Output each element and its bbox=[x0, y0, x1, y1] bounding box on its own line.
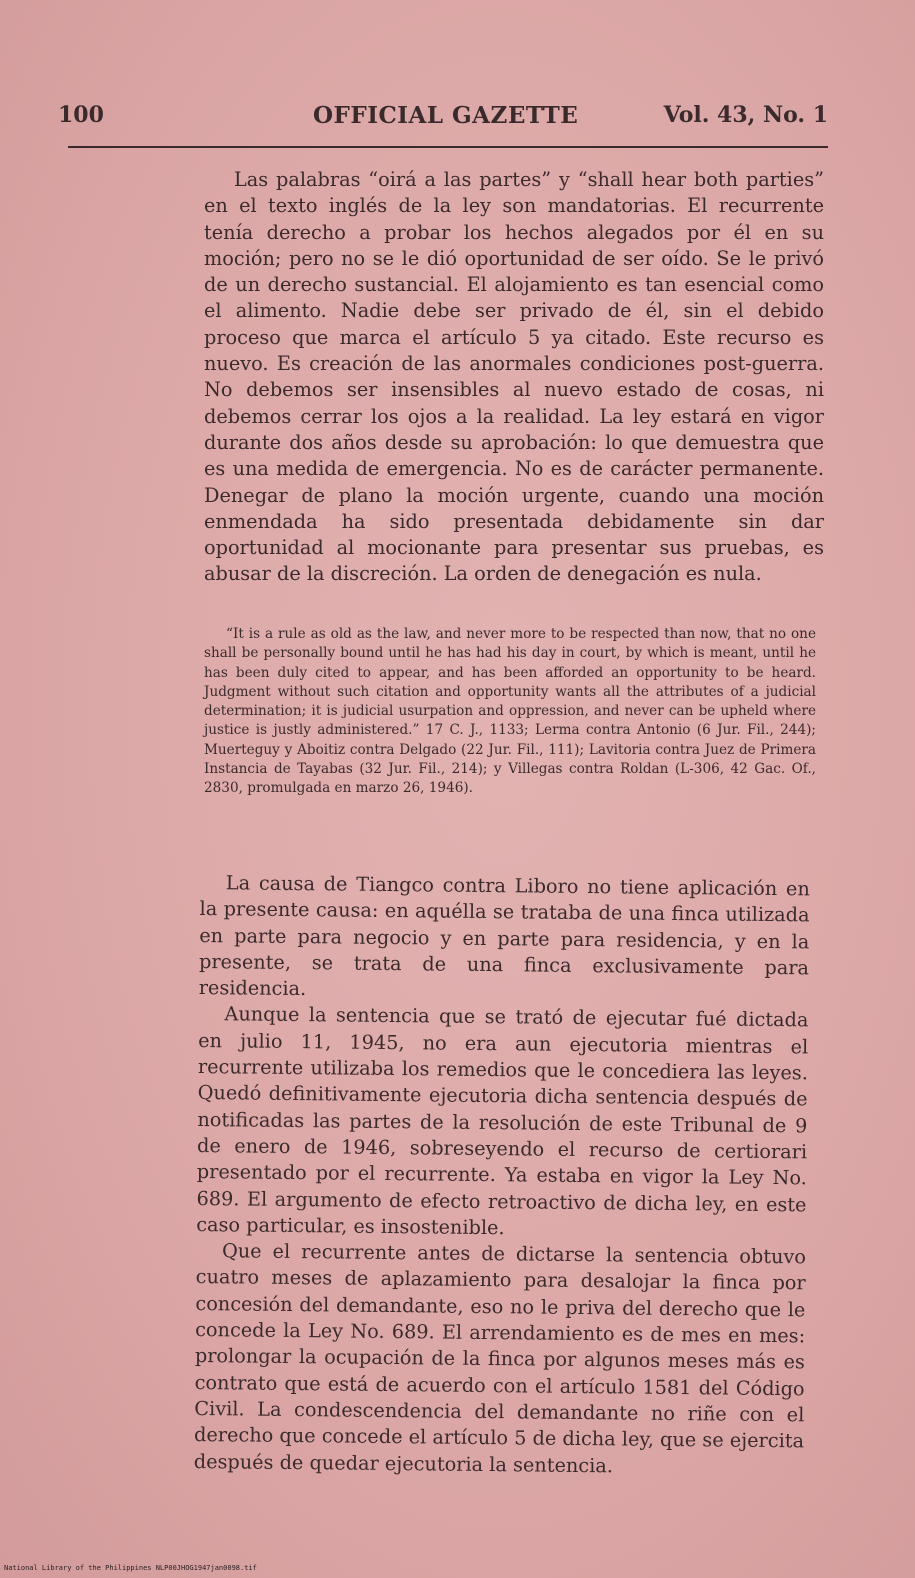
block-quote-text: “It is a rule as old as the law, and never more to be respected than now, that no one shall be personally bound until he has had his day in court, by which is meant, until he has been duly cited to appear, and has been afforded an opportunity to be heard. Judgment without such citation and opportunity wants all the attributes of a judicial determination; it is judicial usurpation and oppression, and never can be upheld where justice is justly administered.” 17 C. J., 1133; Lerma contra Antonio (6 Jur. Fil., 244); Muerteguy y Aboitiz contra Delgado (22 Jur. Fil., 111); Lavitoria contra Juez de Primera Instancia de Tayabas (32 Jur. Fil., 214); y Villegas contra Roldan (L-306, 42 Gac. Of., 2830, promulgada en marzo 26, 1946). bbox=[204, 626, 816, 797]
page-number: 100 bbox=[58, 102, 104, 128]
volume-number: Vol. 43, No. 1 bbox=[663, 102, 828, 128]
page-header bbox=[58, 102, 828, 138]
header-rule bbox=[68, 146, 828, 148]
paragraph-2: La causa de Tiangco contra Liboro no tiene aplicación en la presente causa: en aquélla se trataba de una finca utilizada en parte para negocio y en parte para residencia, y en la presente, se trata de una finca exclusivamente para residencia. bbox=[198, 871, 810, 1001]
paragraph-3: Aunque la sentencia que se trató de ejecutar fué dictada en julio 11, 1945, no era aun ejecutoria mientras el recurrente utilizaba los remedios que le concediera las leyes. Quedó definitivamente ejecutoria dicha sentencia después de notificadas las partes de la resolución de este Tribunal de 9 de enero de 1946, sobreseyendo el recurso de certiorari presentado por el recurrente. Ya estaba en vigor la Ley No. 689. El argumento de efecto retroactivo de dicha ley, en este caso particular, es insostenible. bbox=[196, 1002, 809, 1240]
paragraph-1-text: Las palabras “oirá a las partes” y “shall hear both parties” en el texto inglés de la ley son mandatorias. El recurrente tenía derecho a probar los hechos alegados por él en su moción; pero no se le dió oportunidad de ser oído. Se le privó de un derecho sustancial. El alojamiento es tan esencial como el alimento. Nadie debe ser privado de él, sin el debido proceso que marca el artículo 5 ya citado. Este recurso es nuevo. Es creación de las anormales condiciones post-guerra. No debemos ser insensibles al nuevo estado de cosas, ni debemos cerrar los ojos a la realidad. La ley estará en vigor durante dos años desde su aprobación: lo que demuestra que es una medida de emergencia. No es de carácter permanente. Denegar de plano la moción urgente, cuando una moción enmendada ha sido presentada debidamente sin dar oportunidad al mocionante para presentar sus pruebas, es abusar de la discreción. La orden de denegación es nula. bbox=[204, 168, 824, 586]
publication-title: OFFICIAL GAZETTE bbox=[313, 102, 579, 129]
lower-paragraphs bbox=[194, 870, 810, 1481]
block-quote bbox=[204, 625, 816, 799]
paragraph-1 bbox=[204, 167, 824, 588]
paragraph-4: Que el recurrente antes de dictarse la sentencia obtuvo cuatro meses de aplazamiento para desalojar la finca por concesión del demandante, eso no le priva del derecho que le concede la Ley No. 689. El arrendamiento es de mes en mes: prolongar la ocupación de la finca por algunos meses más es contrato que está de acuerdo con el artículo 1581 del Código Civil. La condescendencia del demandante no riñe con el derecho que concede el artículo 5 de dicha ley, que se ejercita después de quedar ejecutoria la sentencia. bbox=[193, 1239, 807, 1477]
scan-footer: National Library of the Philippines NLP00JHOG1947jan0098.tif bbox=[4, 1564, 257, 1572]
